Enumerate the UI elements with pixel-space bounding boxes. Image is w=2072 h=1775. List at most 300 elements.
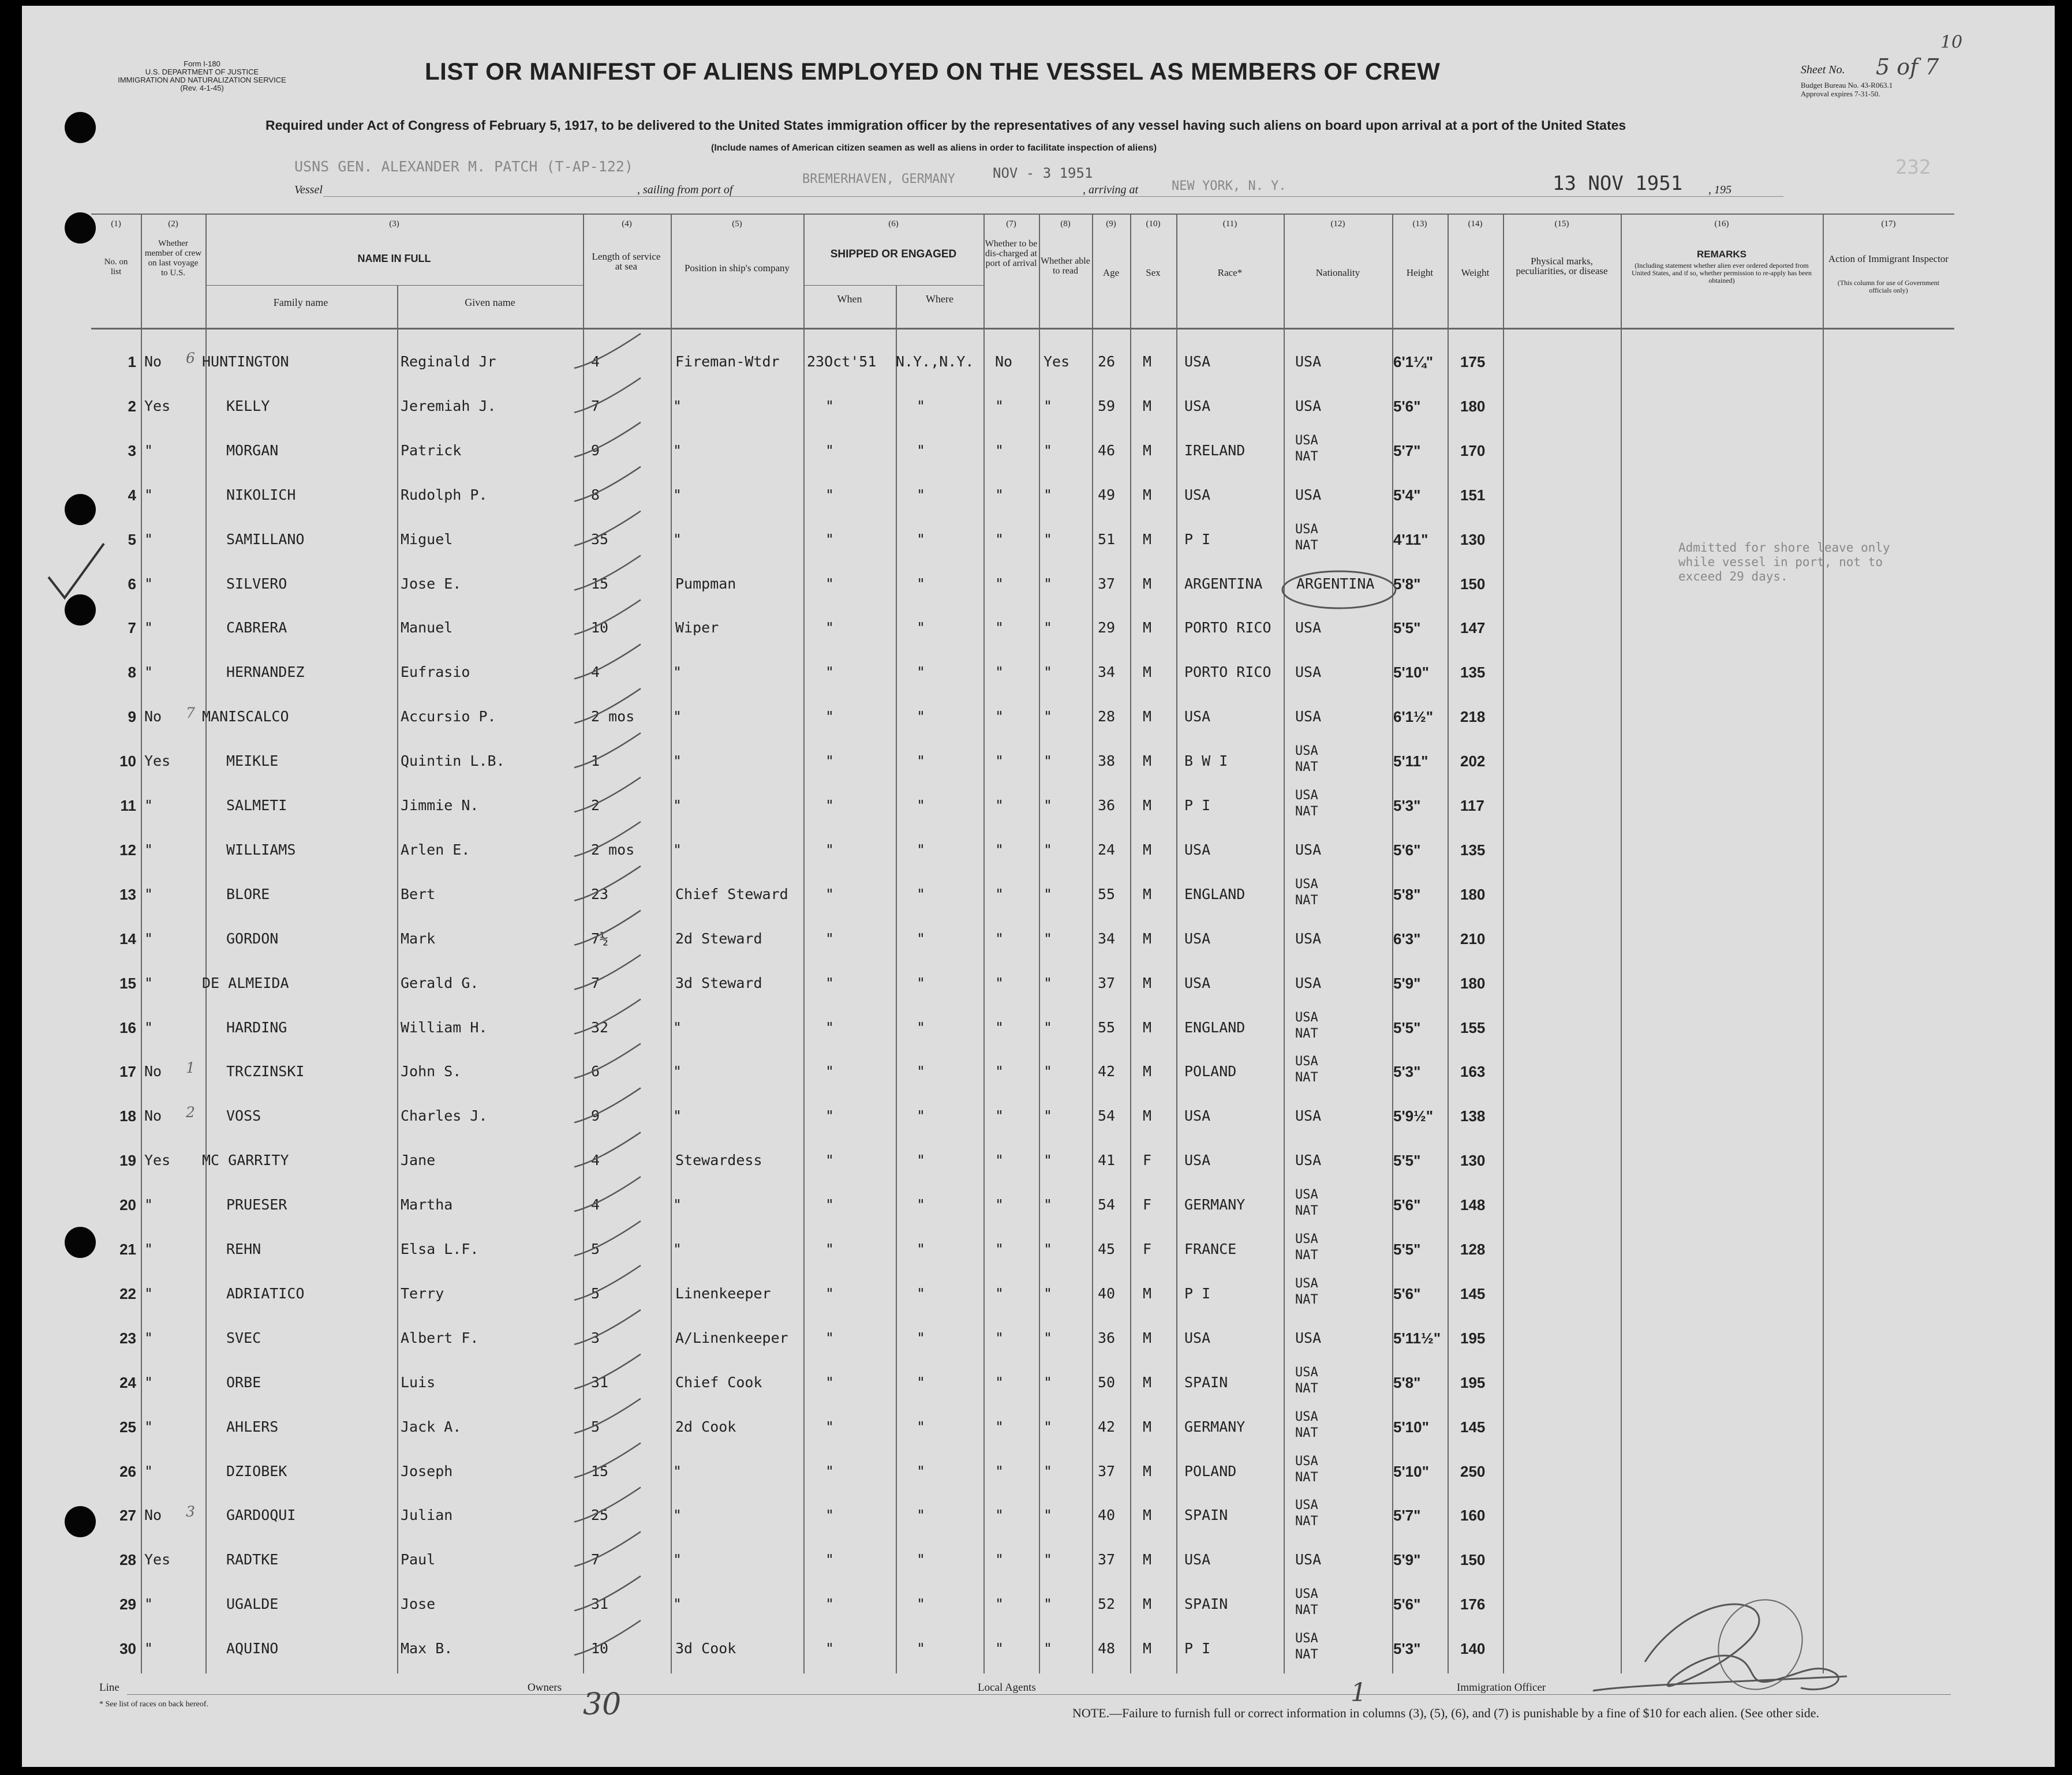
department-name: U.S. DEPARTMENT OF JUSTICE (145, 68, 259, 76)
race: P I (1184, 1640, 1211, 1657)
weight: 218 (1460, 708, 1486, 726)
column-rule (983, 214, 985, 1673)
able-to-read: " (1044, 1462, 1053, 1480)
race: PORTO RICO (1184, 619, 1271, 636)
position: Wiper (675, 619, 719, 636)
nationality: USA (1295, 1107, 1322, 1125)
weight: 250 (1460, 1462, 1486, 1480)
given-name: Martha (401, 1196, 453, 1214)
discharged: " (995, 1152, 1004, 1169)
col-num-1: (1) (111, 219, 121, 229)
column-rule (141, 214, 142, 1673)
shipped-when: " (825, 1551, 835, 1568)
given-name: Jane (401, 1152, 436, 1169)
age: 55 (1098, 1018, 1116, 1036)
race: POLAND (1184, 1063, 1237, 1080)
sex: F (1143, 1152, 1152, 1169)
able-to-read: " (1044, 575, 1053, 592)
shipped-when: " (825, 1373, 835, 1391)
height: 5'3" (1393, 1063, 1421, 1081)
weight: 195 (1460, 1329, 1486, 1347)
age: 49 (1098, 486, 1116, 503)
race: P I (1184, 1285, 1211, 1302)
nationality: USA (1295, 1551, 1322, 1568)
height: 5'3" (1393, 1640, 1421, 1658)
height: 5'6" (1393, 397, 1421, 415)
age: 45 (1098, 1241, 1116, 1257)
footer-tick-mark: 1 (1351, 1678, 1367, 1707)
last-voyage: " (144, 1196, 154, 1214)
col-header-given-name: Given name (465, 297, 515, 308)
shipped-when: " (825, 575, 835, 592)
sex: M (1143, 1462, 1152, 1480)
service-length: 25 (591, 1507, 609, 1524)
shipped-when: " (825, 841, 835, 858)
handwritten-mark: 2 (186, 1104, 195, 1121)
discharged: " (995, 1196, 1004, 1214)
sex: M (1143, 575, 1152, 592)
nationality: USA (1295, 708, 1322, 725)
form-subtitle: Required under Act of Congress of February 5, 1917, to be delivered to the United States immigration officer by the representatives of any vessel having such aliens on board upon arrival at a port of the United States (265, 118, 1626, 133)
able-to-read: " (1044, 930, 1053, 947)
sex: M (1143, 1640, 1152, 1657)
shipped-when: " (825, 1196, 835, 1214)
shipped-where: " (917, 619, 926, 636)
shipped-when: " (825, 1596, 835, 1613)
given-name: Jeremiah J. (401, 397, 496, 414)
shipped-where: N.Y.,N.Y. (896, 353, 974, 370)
last-voyage: " (144, 1640, 154, 1657)
shipped-when: " (825, 619, 835, 636)
height: 5'10" (1393, 1462, 1429, 1480)
discharged: " (995, 486, 1004, 503)
sex: F (1143, 1241, 1152, 1257)
last-voyage: " (144, 1329, 154, 1346)
last-voyage: " (144, 930, 154, 947)
height: 5'5" (1393, 1241, 1421, 1258)
family-name: CABRERA (226, 619, 287, 636)
service-length: 15 (591, 575, 609, 592)
shipped-where: " (917, 708, 926, 725)
age: 38 (1098, 752, 1116, 770)
arrival-port: NEW YORK, N. Y. (1172, 179, 1286, 193)
last-voyage: " (144, 1241, 154, 1257)
given-name: Charles J. (401, 1107, 488, 1125)
col-num-16: (16) (1714, 219, 1729, 229)
nationality: USA NAT (1295, 1409, 1318, 1440)
family-name: NIKOLICH (226, 486, 296, 503)
given-name: John S. (401, 1063, 462, 1080)
column-rule (1284, 214, 1285, 1673)
weight: 210 (1460, 930, 1486, 948)
col-header-age: Age (1102, 267, 1120, 278)
age: 36 (1098, 1329, 1116, 1346)
weight: 160 (1460, 1507, 1486, 1525)
able-to-read: " (1044, 397, 1053, 414)
position: Fireman-Wtdr (675, 353, 780, 370)
sex: M (1143, 1373, 1152, 1391)
col-num-2: (2) (168, 219, 178, 229)
position: A/Linenkeeper (675, 1329, 788, 1346)
able-to-read: " (1044, 1640, 1053, 1657)
discharged: " (995, 397, 1004, 414)
nationality: USA NAT (1295, 1498, 1318, 1529)
row-number: 30 (119, 1640, 136, 1658)
shipped-where: " (917, 1241, 926, 1257)
handwritten-mark: 1 (186, 1059, 195, 1077)
given-name: Gerald G. (401, 974, 479, 991)
position: " (673, 752, 682, 770)
weight: 170 (1460, 441, 1486, 459)
row-number: 20 (119, 1196, 136, 1214)
height: 5'6" (1393, 841, 1421, 859)
shipped-where: " (917, 530, 926, 548)
height: 5'6" (1393, 1285, 1421, 1302)
col-header-nationality: Nationality (1315, 267, 1360, 278)
race: USA (1184, 397, 1211, 414)
race: USA (1184, 1329, 1211, 1346)
race: ARGENTINA (1184, 575, 1263, 592)
col-num-12: (12) (1330, 219, 1345, 229)
col-header-shipped: SHIPPED OR ENGAGED (830, 248, 957, 260)
able-to-read: " (1044, 1507, 1053, 1524)
height: 5'9" (1393, 974, 1421, 992)
service-length: 15 (591, 1462, 609, 1480)
given-name: Julian (401, 1507, 453, 1524)
family-name: TRCZINSKI (226, 1063, 305, 1080)
race: USA (1184, 486, 1211, 503)
position: " (673, 664, 682, 681)
sex: M (1143, 619, 1152, 636)
last-voyage: " (144, 974, 154, 991)
family-name: DZIOBEK (226, 1462, 287, 1480)
height: 5'6" (1393, 1196, 1421, 1214)
service-length: 7 (591, 397, 600, 414)
col-num-3: (3) (389, 219, 399, 229)
row-number: 17 (119, 1063, 136, 1081)
col-header-remarks: REMARKS (1697, 249, 1746, 260)
handwritten-total: 30 (583, 1687, 622, 1722)
weight: 150 (1460, 575, 1486, 593)
family-name: PRUESER (226, 1196, 287, 1214)
service-length: 4 (591, 1152, 600, 1169)
position: Stewardess (675, 1152, 762, 1169)
shipped-when: " (825, 885, 835, 903)
corner-number: 10 (1940, 32, 1963, 53)
nationality: USA NAT (1295, 877, 1318, 908)
port-of-sailing: BREMERHAVEN, GERMANY (802, 172, 955, 186)
nationality: USA NAT (1295, 1188, 1318, 1219)
service-length: 6 (591, 1063, 600, 1080)
service-length: 9 (591, 1107, 600, 1125)
last-voyage: Yes (144, 1551, 171, 1568)
position: Linenkeeper (675, 1285, 771, 1302)
age: 42 (1098, 1063, 1116, 1080)
able-to-read: " (1044, 1196, 1053, 1214)
family-name: SVEC (226, 1329, 261, 1346)
row-number: 3 (128, 441, 136, 459)
given-name: Elsa L.F. (401, 1241, 479, 1257)
height: 5'5" (1393, 1152, 1421, 1170)
family-name: ADRIATICO (226, 1285, 305, 1302)
height: 5'8" (1393, 1373, 1421, 1391)
shipped-where: " (917, 486, 926, 503)
position: " (673, 530, 682, 548)
shipped-where: " (917, 974, 926, 991)
shipped-when: " (825, 1462, 835, 1480)
race: GERMANY (1184, 1196, 1246, 1214)
column-rule (1823, 214, 1824, 1673)
row-number: 10 (119, 752, 136, 770)
position: " (673, 1241, 682, 1257)
weight: 135 (1460, 664, 1486, 681)
given-name: Jose (401, 1596, 436, 1613)
sex: M (1143, 1551, 1152, 1568)
column-rule (896, 285, 897, 1673)
col-header-weight: Weight (1461, 267, 1490, 278)
discharged: " (995, 1551, 1004, 1568)
position: " (673, 841, 682, 858)
given-name: Mark (401, 930, 436, 947)
weight: 130 (1460, 1152, 1486, 1170)
race: ENGLAND (1184, 885, 1246, 903)
discharged: " (995, 530, 1004, 548)
last-voyage: " (144, 841, 154, 858)
vessel-label: Vessel (294, 184, 323, 196)
family-name: MORGAN (226, 441, 279, 459)
service-length: 10 (591, 619, 609, 636)
height: 5'7" (1393, 1507, 1421, 1525)
footer-officer-label: Immigration Officer (1457, 1682, 1546, 1694)
shipped-when: " (825, 441, 835, 459)
row-number: 22 (119, 1285, 136, 1302)
shipped-when: " (825, 486, 835, 503)
col-header-service: Length of service at sea (592, 251, 661, 272)
shipped-when: " (825, 1107, 835, 1125)
row-number: 7 (128, 619, 136, 637)
age: 28 (1098, 708, 1116, 725)
shipped-where: " (917, 1329, 926, 1346)
name-subheader-rule (205, 285, 583, 286)
row-number: 27 (119, 1507, 136, 1525)
shipped-when: " (825, 530, 835, 548)
position: " (673, 1196, 682, 1214)
family-name: GARDOQUI (226, 1507, 296, 1524)
age: 51 (1098, 530, 1116, 548)
shipped-when: " (825, 1418, 835, 1435)
position: " (673, 486, 682, 503)
column-rule (1092, 214, 1093, 1673)
revision-date: (Rev. 4-1-45) (180, 84, 224, 92)
arrival-date: 13 NOV 1951 (1553, 172, 1683, 195)
row-number: 9 (128, 708, 136, 726)
able-to-read: " (1044, 1373, 1053, 1391)
age: 40 (1098, 1285, 1116, 1302)
given-name: Albert F. (401, 1329, 479, 1346)
age: 40 (1098, 1507, 1116, 1524)
last-voyage: No (144, 353, 162, 370)
discharged: " (995, 1507, 1004, 1524)
discharged: " (995, 1285, 1004, 1302)
shipped-where: " (917, 397, 926, 414)
race: USA (1184, 974, 1211, 991)
family-name: SALMETI (226, 797, 287, 814)
height: 5'5" (1393, 1018, 1421, 1036)
shipped-where: " (917, 1462, 926, 1480)
shipped-when: " (825, 974, 835, 991)
family-name: HARDING (226, 1018, 287, 1036)
shipped-when: " (825, 397, 835, 414)
last-voyage: Yes (144, 752, 171, 770)
footer-agents-label: Local Agents (978, 1682, 1036, 1694)
service-length: 7 (591, 974, 600, 991)
punch-hole (65, 1227, 96, 1258)
budget-note (1801, 81, 1893, 98)
sex: M (1143, 530, 1152, 548)
family-name: MEIKLE (226, 752, 279, 770)
race: USA (1184, 1551, 1211, 1568)
column-rule (1039, 214, 1040, 1673)
last-voyage: " (144, 885, 154, 903)
family-name: REHN (226, 1241, 261, 1257)
weight: 176 (1460, 1596, 1486, 1613)
nationality: USA NAT (1295, 744, 1318, 775)
shipped-when: " (825, 752, 835, 770)
discharged: " (995, 619, 1004, 636)
height: 4'11" (1393, 530, 1428, 548)
last-voyage: No (144, 1063, 162, 1080)
race: POLAND (1184, 1462, 1237, 1480)
row-number: 12 (119, 841, 136, 859)
shipped-where: " (917, 1196, 926, 1214)
col-header-name: NAME IN FULL (357, 253, 431, 264)
weight: 145 (1460, 1285, 1486, 1302)
age: 54 (1098, 1196, 1116, 1214)
age: 59 (1098, 397, 1116, 414)
last-voyage: " (144, 619, 154, 636)
family-name: SILVERO (226, 575, 287, 592)
able-to-read: " (1044, 752, 1053, 770)
shipped-where: " (917, 885, 926, 903)
col-header-race: Race* (1217, 267, 1243, 278)
shipped-where: " (917, 1285, 926, 1302)
age: 42 (1098, 1418, 1116, 1435)
nationality: USA (1295, 841, 1322, 858)
row-number: 8 (128, 664, 136, 681)
sex: M (1143, 664, 1152, 681)
handwritten-mark: 3 (186, 1503, 195, 1521)
col-header-family-name: Family name (273, 297, 328, 308)
row-number: 26 (119, 1462, 136, 1480)
service-length: 31 (591, 1373, 609, 1391)
position: Chief Cook (675, 1373, 762, 1391)
service-length: 8 (591, 486, 600, 503)
height: 5'6" (1393, 1596, 1421, 1613)
discharged: " (995, 974, 1004, 991)
discharged: " (995, 841, 1004, 858)
able-to-read: " (1044, 1596, 1053, 1613)
weight: 175 (1460, 353, 1486, 370)
given-name: Bert (401, 885, 436, 903)
row-number: 4 (128, 486, 136, 504)
height: 5'11½" (1393, 1329, 1441, 1347)
discharged: " (995, 1241, 1004, 1257)
column-rule (1130, 214, 1131, 1673)
race: SPAIN (1184, 1596, 1228, 1613)
weight: 180 (1460, 974, 1486, 992)
footer-signature-line (127, 1694, 1951, 1695)
last-voyage: No (144, 708, 162, 725)
footer-owners-label: Owners (528, 1682, 562, 1694)
discharged: " (995, 752, 1004, 770)
position: 3d Steward (675, 974, 762, 991)
height: 6'1½" (1393, 708, 1434, 726)
given-name: Terry (401, 1285, 444, 1302)
shipped-when: 23Oct'51 (807, 353, 877, 370)
race: P I (1184, 797, 1211, 814)
row-number: 23 (119, 1329, 136, 1347)
age: 24 (1098, 841, 1116, 858)
sex: M (1143, 1596, 1152, 1613)
row-number: 19 (119, 1152, 136, 1170)
last-voyage: " (144, 1418, 154, 1435)
nationality: USA (1295, 930, 1322, 947)
given-name: Jose E. (401, 575, 462, 592)
position: " (673, 397, 682, 414)
column-rule (583, 214, 584, 1673)
discharged: " (995, 930, 1004, 947)
discharged: " (995, 1329, 1004, 1346)
race-footnote: * See list of races on back hereof. (99, 1700, 208, 1709)
weight: 145 (1460, 1418, 1486, 1436)
row-number: 1 (128, 353, 136, 370)
position: Pumpman (675, 575, 736, 592)
service-length: 32 (591, 1018, 609, 1036)
row-number: 11 (120, 797, 136, 814)
last-voyage: " (144, 797, 154, 814)
race: USA (1184, 930, 1211, 947)
nationality: USA NAT (1295, 788, 1318, 819)
row-number: 15 (119, 974, 136, 992)
last-voyage: No (144, 1507, 162, 1524)
age: 52 (1098, 1596, 1116, 1613)
able-to-read: " (1044, 441, 1053, 459)
nationality: USA NAT (1295, 1276, 1318, 1307)
col-header-sex: Sex (1146, 267, 1161, 278)
col-num-17: (17) (1881, 219, 1896, 229)
row-number: 6 (128, 575, 136, 593)
discharged: " (995, 1107, 1004, 1125)
shipped-when: " (825, 664, 835, 681)
nationality: USA (1295, 486, 1322, 503)
sex: M (1143, 486, 1152, 503)
col-header-when: When (837, 293, 862, 305)
sex: M (1143, 1063, 1152, 1080)
last-voyage: " (144, 486, 154, 503)
last-voyage: Yes (144, 397, 171, 414)
last-voyage: Yes (144, 1152, 171, 1169)
given-name: Quintin L.B. (401, 752, 505, 770)
sheet-label: Sheet No. (1801, 63, 1845, 76)
shipped-when: " (825, 1640, 835, 1657)
shipped-subheader-rule (803, 285, 983, 286)
nationality: USA (1295, 664, 1322, 681)
race: B W I (1184, 752, 1228, 770)
sex: M (1143, 1107, 1152, 1125)
weight: 202 (1460, 752, 1486, 770)
col-num-11: (11) (1222, 219, 1237, 229)
service-length: 4 (591, 353, 600, 370)
